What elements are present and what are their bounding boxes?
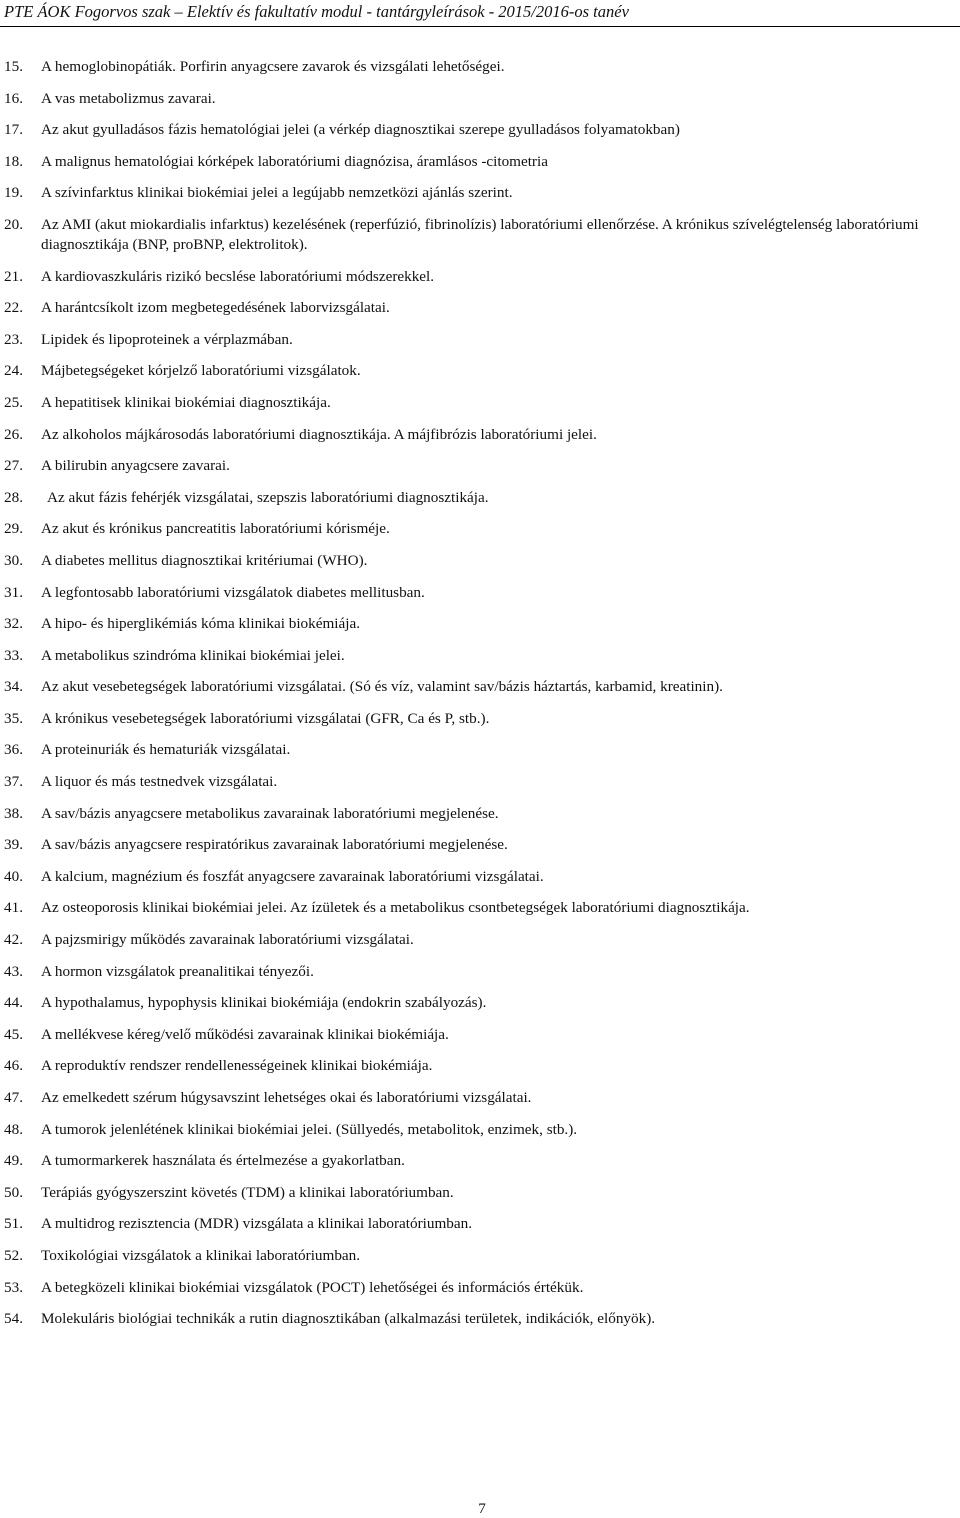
item-text: Az akut fázis fehérjék vizsgálatai, szepszis laboratóriumi diagnosztikája.	[47, 488, 489, 506]
list-item	[0, 835, 960, 855]
list-item	[0, 898, 960, 918]
item-text: A hypothalamus, hypophysis klinikai biokémiája (endokrin szabályozás).	[41, 994, 487, 1012]
item-number: 36.	[4, 741, 23, 759]
item-text: A bilirubin anyagcsere zavarai.	[41, 457, 230, 475]
item-text: A hipo- és hiperglikémiás kóma klinikai biokémiája.	[41, 615, 361, 633]
list-item	[0, 1309, 960, 1329]
item-text: Az alkoholos májkárosodás laboratóriumi diagnosztikája. A májfibrózis laboratóriumi jelei.	[41, 425, 597, 443]
item-number: 26.	[4, 425, 23, 443]
item-number: 16.	[4, 89, 23, 107]
item-number: 45.	[4, 1025, 23, 1043]
list-item	[0, 551, 960, 571]
list-item	[0, 1151, 960, 1171]
list-item	[0, 1088, 960, 1108]
item-text: A vas metabolizmus zavarai.	[41, 89, 216, 107]
item-number: 52.	[4, 1246, 23, 1264]
list-item	[0, 1246, 960, 1266]
item-number: 41.	[4, 899, 23, 917]
item-number: 19.	[4, 184, 23, 202]
list-item	[0, 614, 960, 634]
item-text: A kardiovaszkuláris rizikó becslése laboratóriumi módszerekkel.	[41, 267, 435, 285]
item-number: 31.	[4, 583, 23, 601]
list-item	[0, 488, 960, 508]
syllabus-topic-list	[0, 57, 960, 1341]
item-text: A diabetes mellitus diagnosztikai kritériumai (WHO).	[41, 551, 368, 569]
item-number: 38.	[4, 804, 23, 822]
item-text: A harántcsíkolt izom megbetegedésének laborvizsgálatai.	[41, 299, 390, 317]
list-item	[0, 930, 960, 950]
item-text: A hemoglobinopátiák. Porfirin anyagcsere zavarok és vizsgálati lehetőségei.	[41, 58, 505, 75]
item-text: A hepatitisek klinikai biokémiai diagnosztikája.	[41, 393, 331, 411]
item-text: Az AMI (akut miokardialis infarktus) kezelésének (reperfúzió, fibrinolízis) laboratóriumi ellenőrzése. A krónikus szívelégtelenség laboratóriumi diagnosztikája (BNP, proBNP, elektrolitok).	[41, 215, 919, 253]
item-number: 25.	[4, 393, 23, 411]
list-item	[0, 519, 960, 539]
list-item	[0, 152, 960, 172]
item-number: 48.	[4, 1120, 23, 1138]
item-number: 33.	[4, 646, 23, 664]
item-text: Toxikológiai vizsgálatok a klinikai laboratóriumban.	[41, 1246, 361, 1264]
list-item	[0, 1183, 960, 1203]
list-item	[0, 646, 960, 666]
item-number: 32.	[4, 615, 23, 633]
list-item	[0, 1025, 960, 1045]
item-text: A legfontosabb laboratóriumi vizsgálatok diabetes mellitusban.	[41, 583, 425, 601]
item-number: 39.	[4, 836, 23, 854]
list-item	[0, 1120, 960, 1140]
list-item	[0, 740, 960, 760]
item-text: Terápiás gyógyszerszint követés (TDM) a klinikai laboratóriumban.	[41, 1183, 454, 1201]
item-text: A mellékvese kéreg/velő működési zavarainak klinikai biokémiája.	[41, 1025, 449, 1043]
page-header	[0, 0, 960, 27]
item-text: A liquor és más testnedvek vizsgálatai.	[41, 773, 278, 791]
item-number: 54.	[4, 1310, 23, 1328]
item-number: 23.	[4, 330, 23, 348]
list-item	[0, 57, 960, 77]
item-number: 49.	[4, 1152, 23, 1170]
item-text: A malignus hematológiai kórképek laboratóriumi diagnózisa, áramlásos -citometria	[41, 152, 548, 170]
item-text: A proteinuriák és hematuriák vizsgálatai.	[41, 741, 291, 759]
item-text: A betegközeli klinikai biokémiai vizsgálatok (POCT) lehetőségei és információs értékük.	[41, 1278, 584, 1296]
item-number: 47.	[4, 1089, 23, 1106]
list-item	[0, 993, 960, 1013]
item-text: Az osteoporosis klinikai biokémiai jelei. Az ízületek és a metabolikus csontbetegségek laboratóriumi diagnosztikája.	[41, 899, 750, 917]
item-number: 42.	[4, 931, 23, 949]
item-number: 50.	[4, 1183, 23, 1201]
item-text: A sav/bázis anyagcsere respiratórikus zavarainak laboratóriumi megjelenése.	[41, 836, 508, 854]
list-item	[0, 425, 960, 445]
item-number: 51.	[4, 1215, 23, 1233]
list-item	[0, 677, 960, 697]
item-number: 24.	[4, 362, 23, 380]
item-number: 22.	[4, 299, 23, 317]
list-item	[0, 183, 960, 203]
item-number: 15.	[4, 58, 23, 75]
item-text: A sav/bázis anyagcsere metabolikus zavarainak laboratóriumi megjelenése.	[41, 804, 499, 822]
item-number: 17.	[4, 121, 23, 139]
list-item	[0, 962, 960, 982]
item-number: 29.	[4, 520, 23, 538]
list-item	[0, 1214, 960, 1234]
item-number: 20.	[4, 215, 23, 233]
item-text: A metabolikus szindróma klinikai biokémiai jelei.	[41, 646, 345, 664]
item-text: Lipidek és lipoproteinek a vérplazmában.	[41, 330, 293, 348]
item-text: Az akut gyulladásos fázis hematológiai jelei (a vérkép diagnosztikai szerepe gyulladásos folyamatokban)	[41, 121, 680, 139]
item-text: Az emelkedett szérum húgysavszint lehetséges okai és laboratóriumi vizsgálatai.	[41, 1089, 532, 1106]
item-text: A reproduktív rendszer rendellenességeinek klinikai biokémiája.	[41, 1057, 433, 1075]
list-item	[0, 772, 960, 792]
page-number: 7	[478, 1500, 486, 1517]
list-item	[0, 267, 960, 287]
list-item	[0, 804, 960, 824]
item-number: 34.	[4, 678, 23, 696]
list-item	[0, 393, 960, 413]
item-number: 35.	[4, 709, 23, 727]
item-text: A tumormarkerek használata és értelmezése a gyakorlatban.	[41, 1152, 405, 1170]
item-text: Molekuláris biológiai technikák a rutin diagnosztikában (alkalmazási területek, indikációk, előnyök).	[41, 1310, 656, 1328]
item-text: A tumorok jelenlétének klinikai biokémiai jelei. (Süllyedés, metabolitok, enzimek, stb.).	[41, 1120, 578, 1138]
item-number: 28.	[4, 488, 23, 506]
item-text: A krónikus vesebetegségek laboratóriumi vizsgálatai (GFR, Ca és P, stb.).	[41, 709, 490, 727]
item-number: 44.	[4, 994, 23, 1012]
item-number: 30.	[4, 551, 23, 569]
item-text: A szívinfarktus klinikai biokémiai jelei a legújabb nemzetközi ajánlás szerint.	[41, 184, 513, 202]
item-number: 27.	[4, 457, 23, 475]
list-item	[0, 298, 960, 318]
item-text: A multidrog rezisztencia (MDR) vizsgálata a klinikai laboratóriumban.	[41, 1215, 473, 1233]
item-text: Májbetegségeket kórjelző laboratóriumi vizsgálatok.	[41, 362, 361, 380]
item-number: 40.	[4, 867, 23, 885]
list-item	[0, 867, 960, 887]
list-item	[0, 1056, 960, 1076]
list-item	[0, 1278, 960, 1298]
item-number: 43.	[4, 962, 23, 980]
item-text: Az akut és krónikus pancreatitis laboratóriumi kórisméje.	[41, 520, 390, 538]
list-item	[0, 330, 960, 350]
running-header-title: PTE ÁOK Fogorvos szak – Elektív és fakultatív modul - tantárgyleírások - 2015/2016-os tanév	[4, 2, 629, 21]
item-number: 21.	[4, 267, 23, 285]
item-text: A hormon vizsgálatok preanalitikai tényezői.	[41, 962, 314, 980]
item-number: 53.	[4, 1278, 23, 1296]
item-number: 46.	[4, 1057, 23, 1075]
item-number: 37.	[4, 773, 23, 791]
item-text: Az akut vesebetegségek laboratóriumi vizsgálatai. (Só és víz, valamint sav/bázis háztartás, karbamid, kreatinin).	[41, 678, 723, 696]
list-item	[0, 709, 960, 729]
item-text: A kalcium, magnézium és foszfát anyagcsere zavarainak laboratóriumi vizsgálatai.	[41, 867, 544, 885]
list-item	[0, 361, 960, 381]
list-item	[0, 120, 960, 140]
list-item	[0, 89, 960, 109]
item-number: 18.	[4, 152, 23, 170]
item-text: A pajzsmirigy működés zavarainak laboratóriumi vizsgálatai.	[41, 931, 414, 949]
list-item	[0, 215, 960, 255]
list-item	[0, 583, 960, 603]
list-item	[0, 456, 960, 476]
